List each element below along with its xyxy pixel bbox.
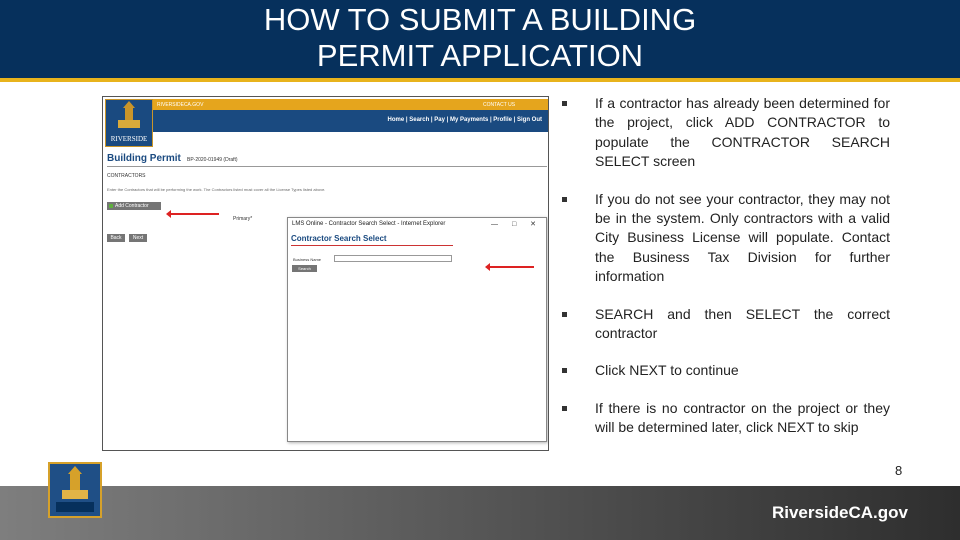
search-button[interactable]: Search (292, 265, 317, 272)
primary-label: Primary* (233, 216, 253, 222)
slide-title (130, 2, 830, 74)
bullet-square-icon (562, 368, 567, 373)
tower-icon (50, 464, 100, 516)
contractor-search-popup (287, 217, 547, 442)
site-top-bar (153, 99, 548, 110)
bullet-text: If you do not see your contractor, they may not be in the system. Only contractors with a valid City Business License will populate. Contact the Business Tax Division for further information (595, 190, 890, 285)
bullet-item (560, 305, 890, 344)
popup-heading: Contractor Search Select (291, 234, 387, 243)
building-permit-heading: Building Permit (107, 153, 181, 164)
site-name[interactable]: RIVERSIDECA.GOV (157, 102, 204, 108)
back-button[interactable]: Back (107, 234, 125, 242)
red-arrow-search (490, 266, 534, 268)
bullet-square-icon (562, 406, 567, 411)
nav-links[interactable]: Home | Search | Pay | My Payments | Profile | Sign Out (387, 117, 542, 123)
title-underline (0, 78, 960, 82)
instruction-bullets (560, 94, 890, 456)
riverside-logo-icon (105, 99, 153, 147)
popup-window-title: LMS Online - Contractor Search Select - Internet Explorer (292, 221, 446, 227)
title-line-1: HOW TO SUBMIT A BUILDING (263, 2, 697, 37)
logo-text: RIVERSIDE (110, 135, 148, 143)
add-contractor-button[interactable]: Add Contractor (107, 202, 161, 210)
bullet-item (560, 190, 890, 287)
bullet-text: Click NEXT to continue (595, 362, 739, 379)
bullet-text: If a contractor has already been determined for the project, click ADD CONTRACTOR to populate the CONTRACTOR SEARCH SELECT screen (595, 95, 890, 170)
site-nav (153, 110, 548, 132)
bullet-square-icon (562, 197, 567, 202)
contact-link[interactable]: CONTACT US (483, 102, 516, 108)
bullet-item (560, 399, 890, 438)
footer-url[interactable]: RiversideCA.gov (771, 503, 908, 522)
divider (107, 166, 547, 167)
bullet-text: SEARCH and then SELECT the correct contractor (595, 305, 890, 342)
permit-screenshot (102, 96, 549, 451)
bullet-text: If there is no contractor on the project or they will be determined later, click NEXT to skip (595, 399, 890, 436)
title-line-2: PERMIT APPLICATION (316, 38, 644, 73)
city-logo-icon (48, 462, 102, 518)
popup-divider (291, 245, 453, 246)
tower-icon (106, 100, 152, 134)
window-controls[interactable]: — □ ✕ (491, 221, 542, 228)
next-button[interactable]: Next (129, 234, 147, 242)
bullet-square-icon (562, 312, 567, 317)
bullet-item (560, 94, 890, 172)
contractor-instructions: Enter the Contractors that will be performing the work. The Contractors listed must cover all the License Types listed above. (107, 187, 326, 192)
permit-number: BP-2020-01949 (Draft) (187, 157, 238, 163)
bullet-square-icon (562, 101, 567, 106)
business-name-label: Business Name (293, 257, 322, 262)
contractors-section-label: CONTRACTORS (107, 173, 146, 179)
business-name-input[interactable] (334, 255, 452, 262)
red-arrow-add (171, 213, 219, 215)
bullet-item (560, 361, 890, 380)
page-number: 8 (895, 463, 903, 478)
